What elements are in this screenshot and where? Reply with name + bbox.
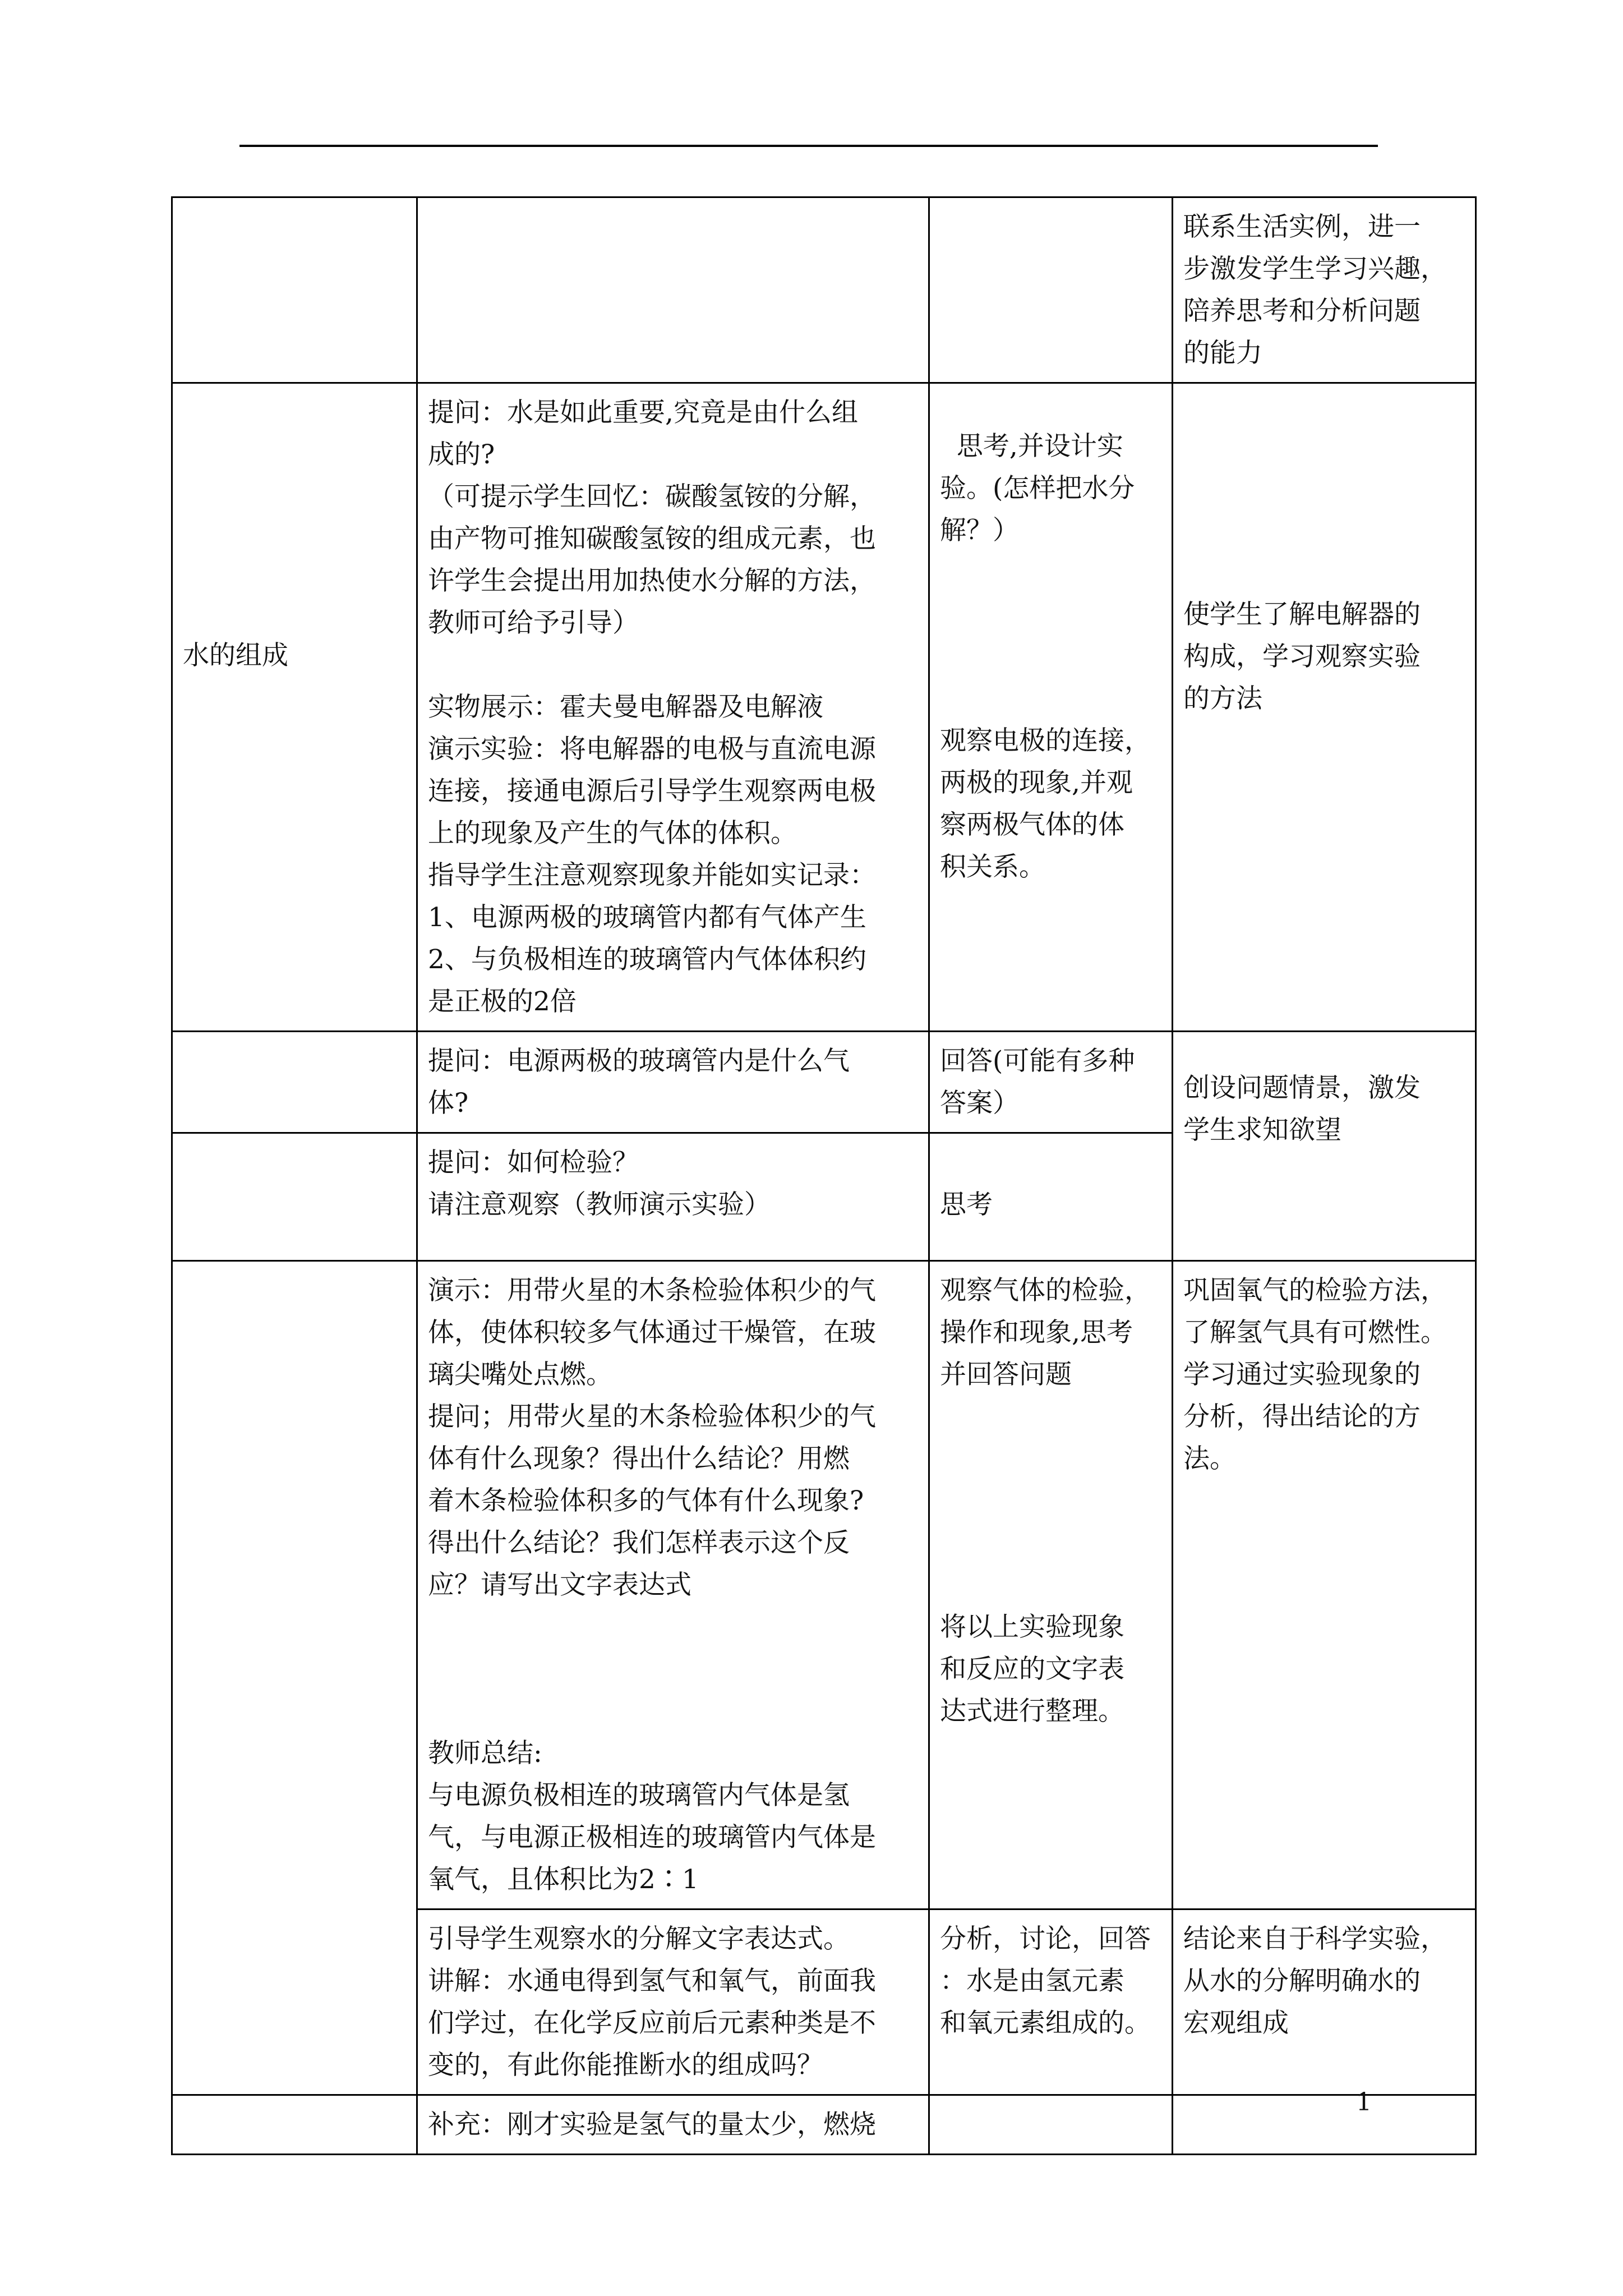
design-intent-cell: 使学生了解电解器的 构成，学习观察实验 的方法 [1173,383,1476,1032]
design-intent-cell: 创设问题情景，激发 学生求知欲望 [1173,1032,1476,1261]
table-row [172,383,1476,1032]
table-row [172,1032,1476,1133]
topic-cell [172,197,417,383]
student-activity-cell [929,197,1173,383]
teacher-activity-cell: 提问：如何检验？ 请注意观察（教师演示实验） [417,1133,929,1261]
header-rule [239,145,1378,147]
design-intent-cell: 巩固氧气的检验方法， 了解氢气具有可燃性。 学习通过实验现象的 分析，得出结论的方 法。 [1173,1261,1476,1910]
table-row [172,2095,1476,2155]
student-activity-cell [929,2095,1173,2155]
page-number: 1 [1356,2088,1372,2116]
lesson-plan-table [171,196,1477,2155]
student-activity-cell: 分析，讨论，回答 ：水是由氢元素 和氧元素组成的。 [929,1910,1173,2095]
teacher-activity-cell [417,197,929,383]
topic-cell [172,1133,417,1261]
student-activity-cell: 回答(可能有多种 答案） [929,1032,1173,1133]
topic-cell: 水的组成 [172,383,417,1032]
student-activity-cell: 观察气体的检验， 操作和现象,思考 并回答问题 将以上实验现象 和反应的文字表 达式进行整理。 [929,1261,1173,1910]
teacher-activity-cell: 引导学生观察水的分解文字表达式。 讲解：水通电得到氢气和氧气，前面我 们学过，在化学反应前后元素种类是不 变的，有此你能推断水的组成吗？ [417,1910,929,2095]
teacher-activity-cell: 提问：水是如此重要,究竟是由什么组 成的? （可提示学生回忆：碳酸氢铵的分解， 由产物可推知碳酸氢铵的组成元素，也 许学生会提出用加热使水分解的方法， 教师可给予引导） 实物展示：霍夫曼电解器及电解液 演示实验：将电解器的电极与直流电源 连接，接通电源后引导学生观察两电极 上的现象及产生的气体的体积。 指导学生注意观察现象并能如实记录： 1、电源两极的玻璃管内都有气体产生 2、与负极相连的玻璃管内气体体积约 是正极的2倍 [417,383,929,1032]
topic-cell [172,1261,417,2095]
topic-cell [172,1032,417,1133]
teacher-activity-cell: 提问：电源两极的玻璃管内是什么气 体? [417,1032,929,1133]
teacher-activity-cell: 演示：用带火星的木条检验体积少的气 体，使体积较多气体通过干燥管，在玻 璃尖嘴处点燃。 提问；用带火星的木条检验体积少的气 体有什么现象？得出什么结论？用燃 着木条检验体积多的气体有什么现象? 得出什么结论？我们怎样表示这个反 应？请写出文字表达式 教师总结: 与电源负极相连的玻璃管内气体是氢 气，与电源正极相连的玻璃管内气体是 氧气，且体积比为2∶1 [417,1261,929,1910]
student-activity-cell: 思考,并设计实 验。(怎样把水分 解？） 观察电极的连接， 两极的现象,并观 察两极气体的体 积关系。 [929,383,1173,1032]
design-intent-cell: 联系生活实例，进一 步激发学生学习兴趣， 陪养思考和分析问题 的能力 [1173,197,1476,383]
table-row [172,197,1476,383]
student-activity-cell: 思考 [929,1133,1173,1261]
design-intent-cell [1173,2095,1476,2155]
topic-cell [172,2095,417,2155]
design-intent-cell: 结论来自于科学实验， 从水的分解明确水的 宏观组成 [1173,1910,1476,2095]
teacher-activity-cell: 补充：刚才实验是氢气的量太少，燃烧 [417,2095,929,2155]
table-row [172,1261,1476,1910]
